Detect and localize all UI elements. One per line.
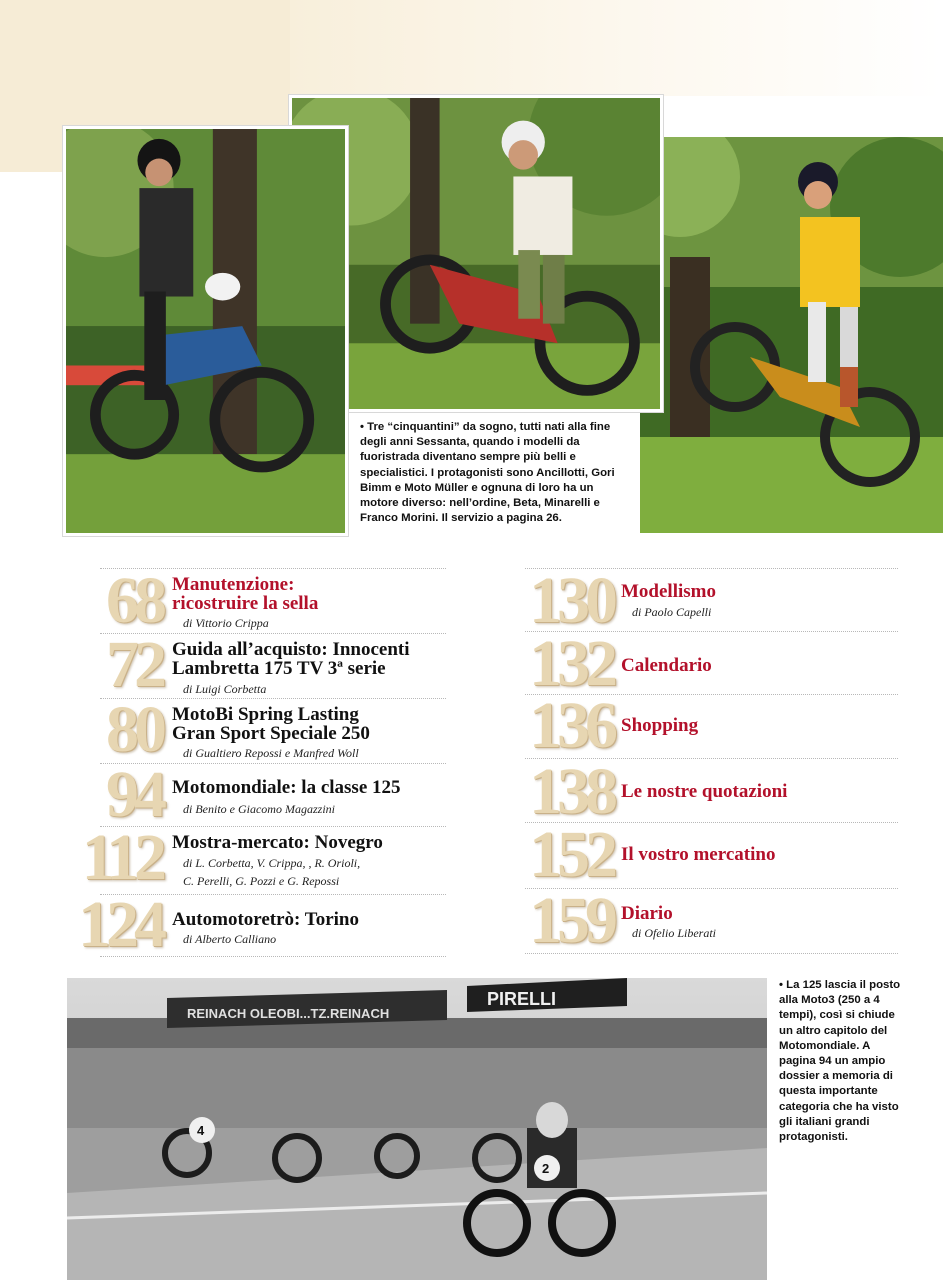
top-photo-caption: • Tre “cinquantini” da sogno, tutti nati alla fine degli anni Sessanta, quando i modelli da fuoristrada diventano sempre più belli e specialistici. I protagonisti sono Ancillotti, Gori Bimm e Moto Müller e ognuna di loro ha un motore diverso: nell’ordine, Beta, Minarelli e Franco Morini. Il servizio a pagina 26.: [360, 421, 615, 525]
page-number: 159: [529, 884, 613, 957]
article-title: Automotoretrò: Torino: [172, 909, 359, 930]
article-title-line2: Gran Sport Speciale 250: [172, 723, 370, 744]
toc-right: [525, 560, 900, 960]
article-author: di Alberto Calliano: [183, 932, 277, 946]
article-title: Le nostre quotazioni: [621, 781, 788, 802]
page-number: 80: [106, 693, 162, 766]
page-number: 68: [106, 564, 162, 637]
article-title: Shopping: [621, 715, 699, 736]
top-background: [290, 0, 943, 96]
rider-number-4: 4: [197, 1123, 205, 1138]
toc-item-72[interactable]: [70, 628, 450, 701]
article-author: di L. Corbetta, V. Crippa, , R. Orioli,: [183, 856, 361, 870]
toc-item-68[interactable]: [70, 564, 450, 637]
article-title: Guida all’acquisto: Innocenti: [172, 639, 410, 660]
toc-item-152[interactable]: [525, 818, 900, 891]
toc-item-80[interactable]: [70, 693, 450, 766]
page-number: 94: [106, 758, 162, 831]
article-title: Calendario: [621, 655, 712, 676]
toc-item-130[interactable]: [525, 564, 900, 637]
article-title: Manutenzione:: [172, 574, 295, 595]
rider-number-2: 2: [542, 1161, 550, 1176]
photo-race-start: [67, 978, 767, 1280]
toc-divider: [525, 953, 898, 954]
article-title: Motomondiale: la classe 125: [172, 777, 401, 798]
page-number: 138: [529, 755, 613, 828]
article-author: di Gualtiero Repossi e Manfred Woll: [183, 746, 359, 760]
toc-item-112[interactable]: [70, 821, 450, 896]
article-author: di Vittorio Crippa: [183, 616, 269, 630]
article-author: di Ofelio Liberati: [632, 926, 716, 940]
article-author-line2: C. Perelli, G. Pozzi e G. Repossi: [183, 874, 340, 888]
article-title-line2: ricostruire la sella: [172, 593, 319, 614]
photo-rider-orange-bike: [640, 137, 943, 533]
banner-right-text: PIRELLI: [487, 989, 557, 1009]
article-author: di Luigi Corbetta: [183, 682, 267, 696]
toc-item-159[interactable]: [525, 884, 900, 957]
article-title: Diario: [621, 903, 673, 924]
toc-left: [70, 560, 450, 960]
page-number: 72: [106, 628, 162, 701]
page-number: 124: [78, 888, 162, 961]
bottom-photo-caption: • La 125 lascia il posto alla Moto3 (250 a 4 tempi), così si chiude un altro capitolo del Motomondiale. A pagina 94 un ampio dossier a memoria di questa importante categoria che ha visto gli italiani grandi protagonisti.: [779, 979, 901, 1144]
page-number: 112: [81, 821, 162, 894]
toc-item-124[interactable]: [70, 888, 450, 961]
photo-rider-blue-bike: [63, 126, 348, 536]
article-author: di Benito e Giacomo Magazzini: [183, 802, 335, 816]
article-title-line2: Lambretta 175 TV 3ª serie: [172, 658, 386, 679]
article-title: Modellismo: [621, 581, 716, 602]
toc-item-132[interactable]: [525, 627, 900, 700]
page-number: 130: [529, 564, 613, 637]
banner-left-text: REINACH OLEOBI...TZ.REINACH: [187, 1006, 390, 1021]
toc-item-136[interactable]: [525, 689, 900, 762]
article-title: Mostra-mercato: Novegro: [172, 832, 383, 853]
article-title: MotoBi Spring Lasting: [172, 704, 359, 725]
page-number: 152: [529, 818, 613, 891]
page-number: 136: [529, 689, 613, 762]
toc-item-94[interactable]: [70, 758, 450, 831]
toc-item-138[interactable]: [525, 755, 900, 828]
article-author: di Paolo Capelli: [632, 605, 712, 619]
page-number: 132: [529, 627, 613, 700]
article-title: Il vostro mercatino: [621, 844, 776, 865]
toc-divider: [100, 956, 446, 957]
